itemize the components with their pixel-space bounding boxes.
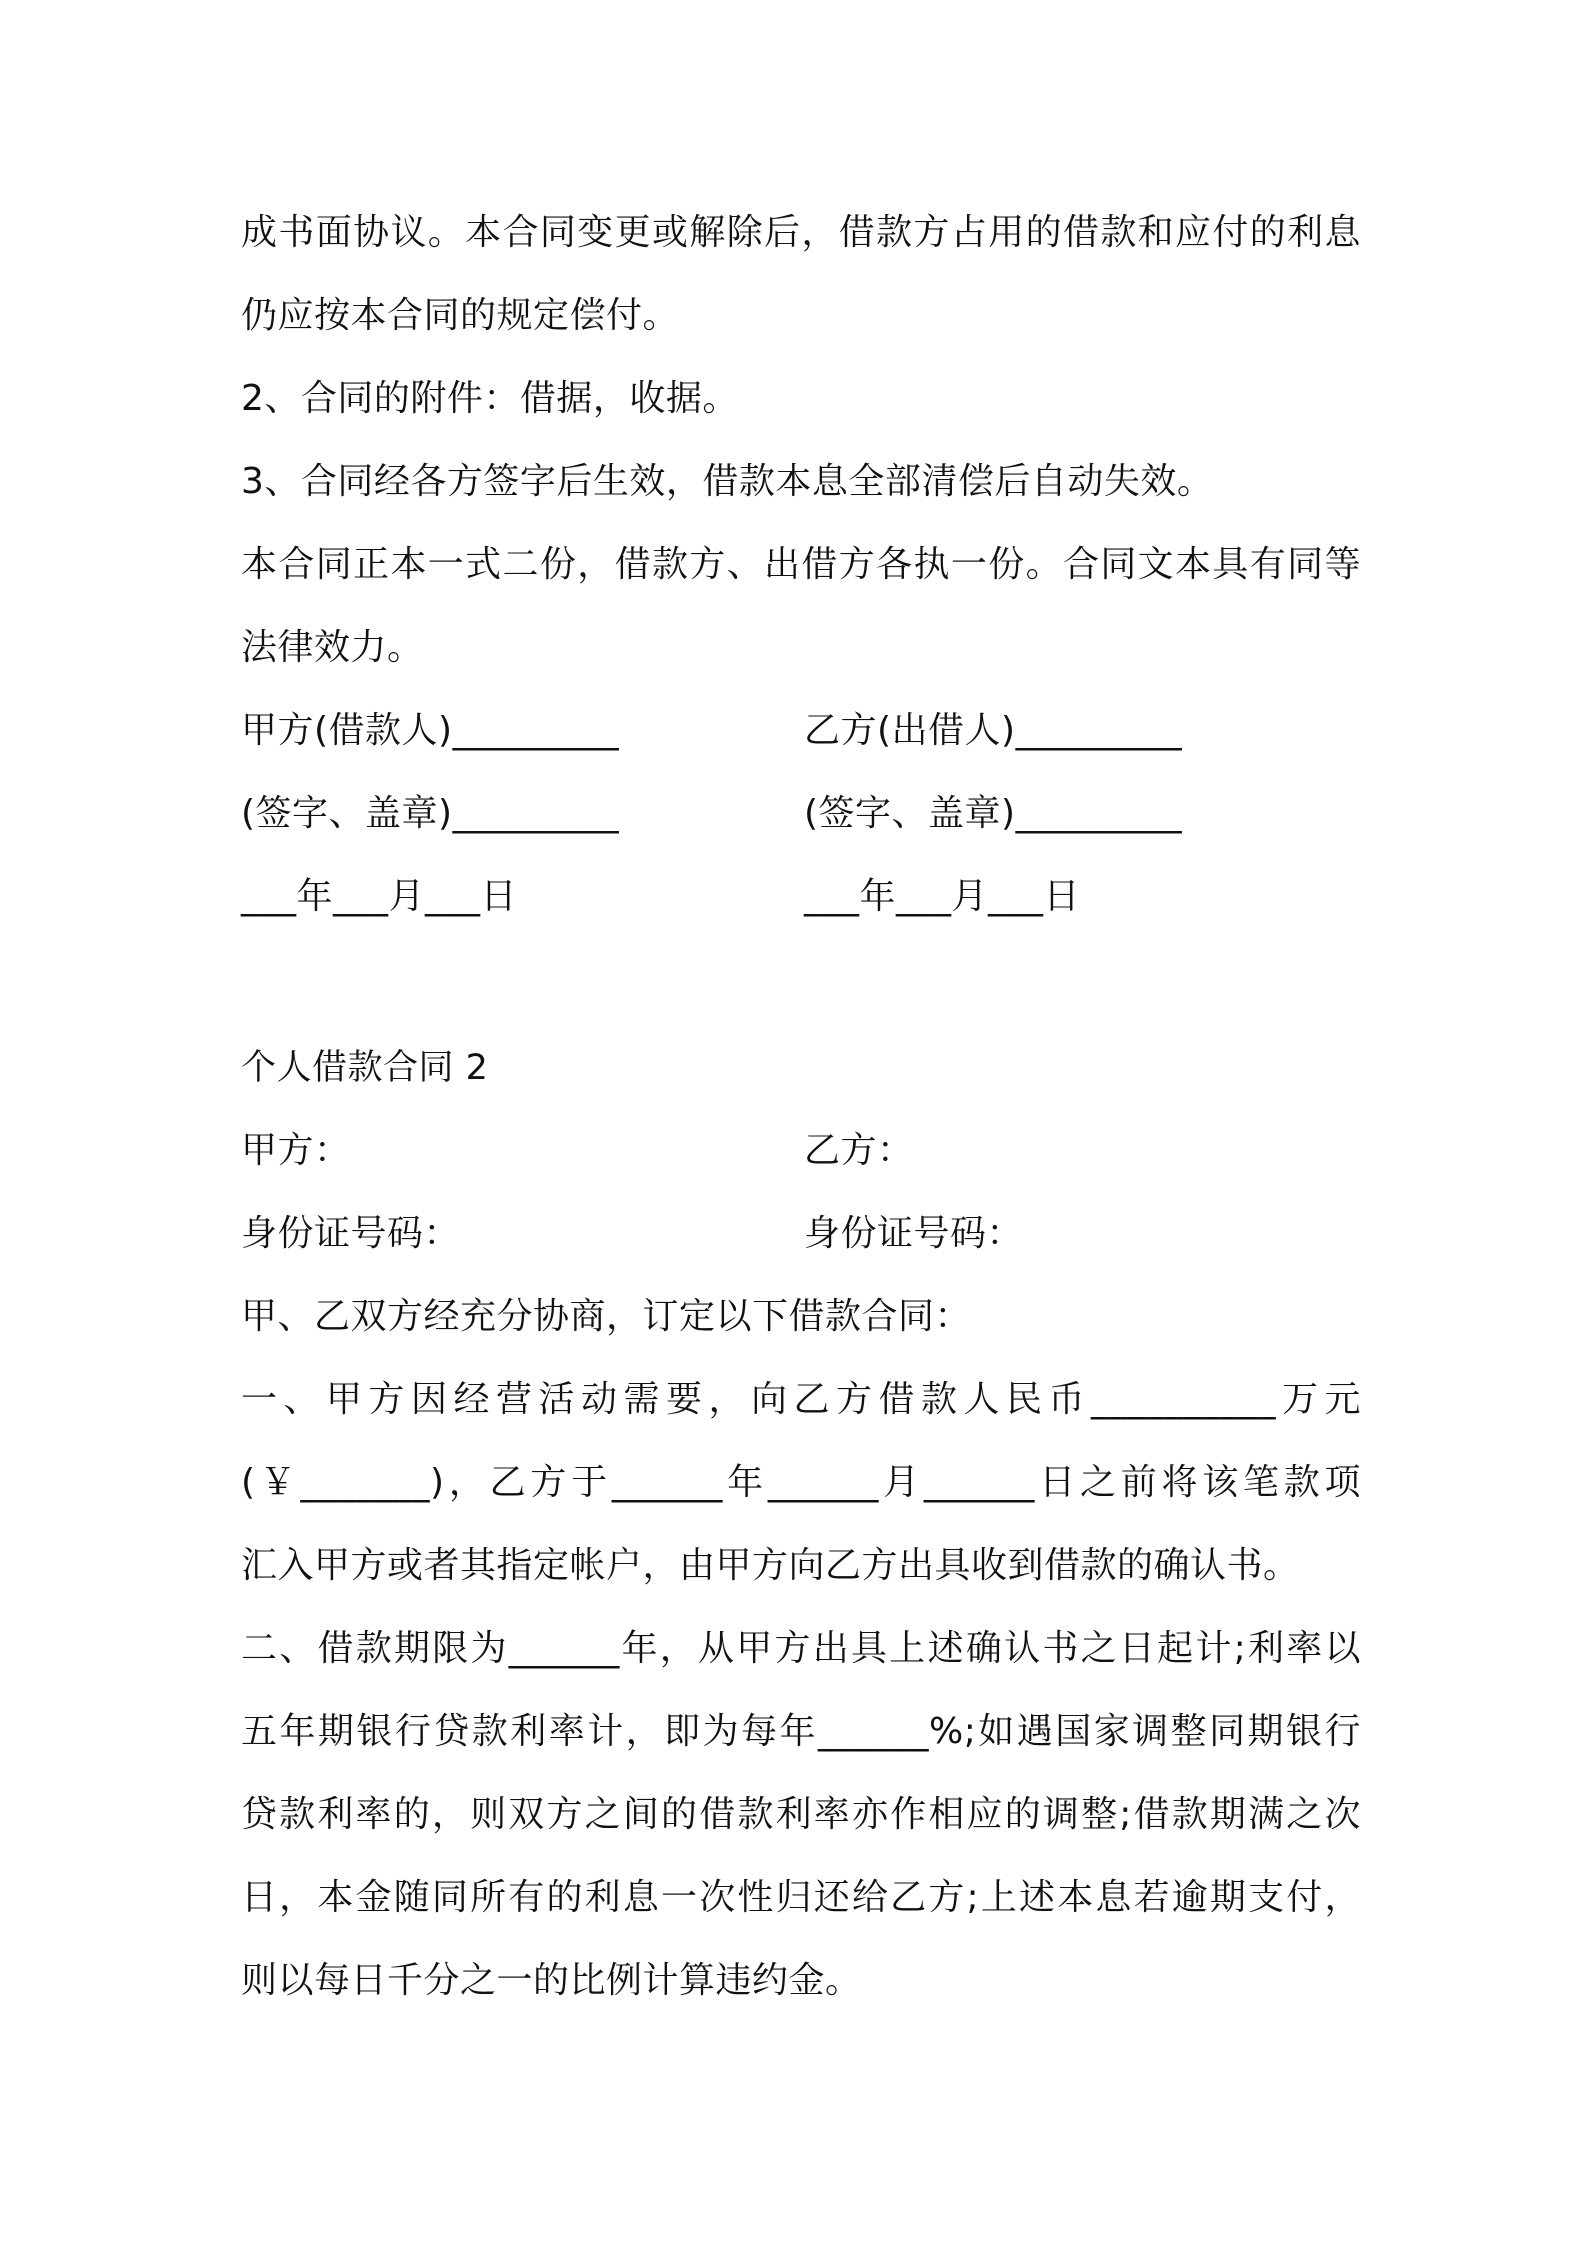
item-2: 2、合同的附件：借据，收据。: [241, 378, 739, 419]
clause-2-line-4: 日，本金随同所有的利息一次性归还给乙方;上述本息若逾期支付，: [241, 1877, 1361, 1918]
party-b-signature-line: (签字、盖章)_________: [804, 793, 1183, 834]
clause-1-line-3: 汇入甲方或者其指定帐户，由甲方向乙方出具收到借款的确认书。: [241, 1545, 1300, 1586]
item-3: 3、合同经各方签字后生效，借款本息全部清偿后自动失效。: [241, 461, 1214, 502]
clause-2-line-1: 二、借款期限为______年，从甲方出具上述确认书之日起计;利率以: [241, 1628, 1361, 1669]
party-b-label: 乙方：: [804, 1130, 914, 1171]
paragraph-1-line-2: 仍应按本合同的规定偿付。: [241, 295, 680, 336]
clause-2-line-2: 五年期银行贷款利率计，即为每年______%;如遇国家调整同期银行: [241, 1711, 1361, 1752]
party-a-borrower-line: 甲方(借款人)_________: [241, 710, 620, 751]
clause-1-line-2: (￥_______)，乙方于______年______月______日之前将该笔款项: [241, 1462, 1361, 1503]
paragraph-1-line-1: 成书面协议。本合同变更或解除后，借款方占用的借款和应付的利息: [241, 212, 1361, 253]
party-b-date-line: ___年___月___日: [804, 876, 1081, 917]
copies-paragraph-line-1: 本合同正本一式二份，借款方、出借方各执一份。合同文本具有同等: [241, 544, 1361, 585]
party-a-label: 甲方：: [241, 1130, 351, 1171]
clause-2-line-3: 贷款利率的，则双方之间的借款利率亦作相应的调整;借款期满之次: [241, 1794, 1361, 1835]
party-a-id-label: 身份证号码：: [241, 1213, 461, 1254]
contract-2-intro: 甲、乙双方经充分协商，订定以下借款合同：: [241, 1296, 972, 1337]
clause-1-line-1: 一、甲方因经营活动需要，向乙方借款人民币__________万元: [241, 1379, 1361, 1420]
contract-2-title: 个人借款合同 2: [241, 1048, 489, 1088]
clause-2-line-5: 则以每日千分之一的比例计算违约金。: [241, 1960, 862, 2001]
copies-paragraph-line-2: 法律效力。: [241, 627, 424, 668]
party-b-lender-line: 乙方(出借人)_________: [804, 710, 1183, 751]
party-a-date-line: ___年___月___日: [241, 876, 518, 917]
party-a-signature-line: (签字、盖章)_________: [241, 793, 620, 834]
party-b-id-label: 身份证号码：: [804, 1213, 1024, 1254]
